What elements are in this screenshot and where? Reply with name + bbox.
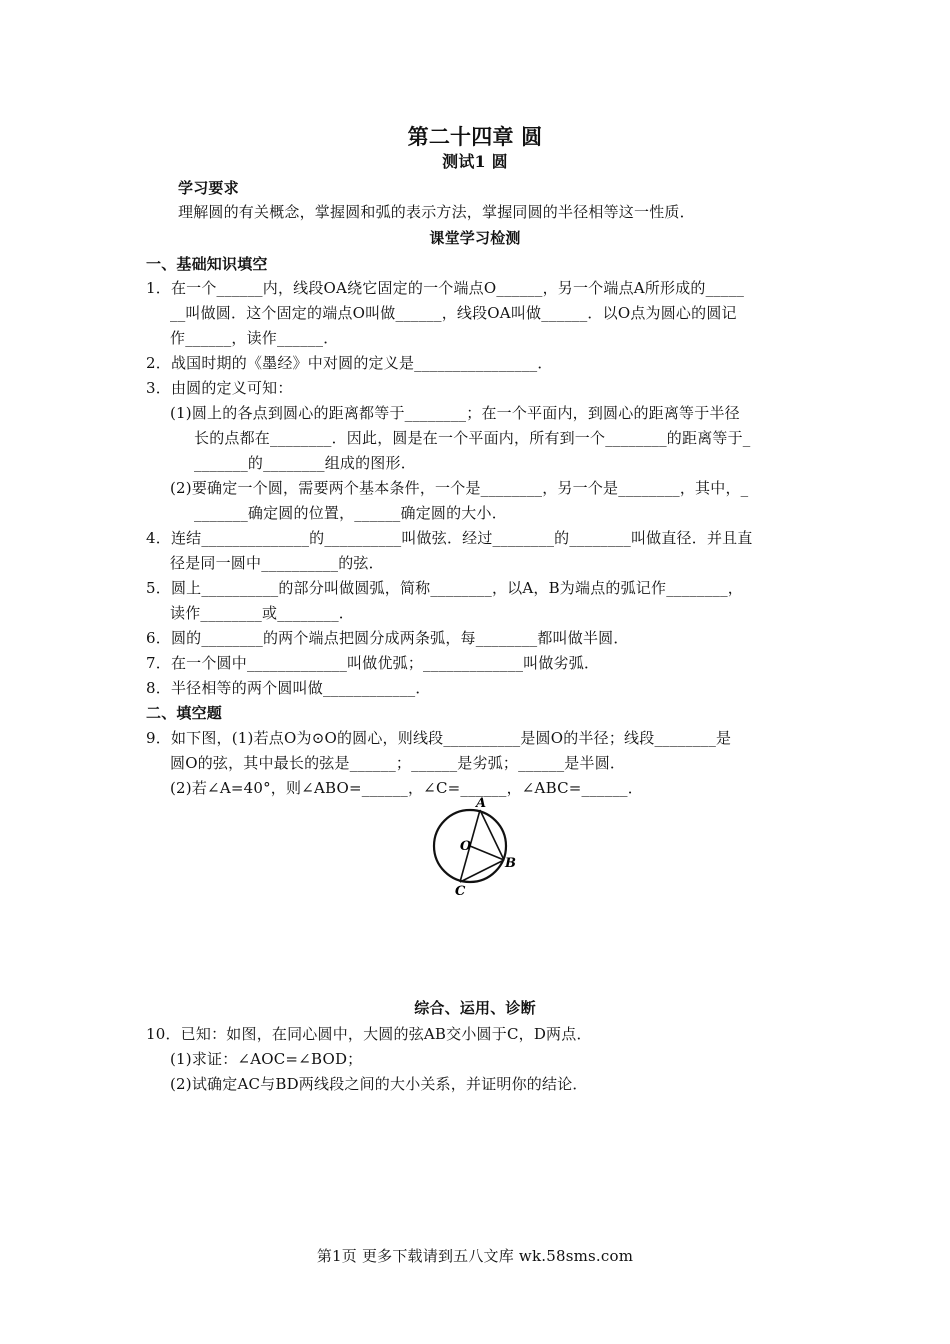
question-line: 5．圆上__________的部分叫做圆弧，简称________，以A，B为端点的弧记作________，: [146, 579, 744, 597]
question-line: 8．半径相等的两个圆叫做____________．: [146, 679, 431, 697]
question-line: 9．如下图，(1)若点O为⊙O的圆心，则线段__________是圆O的半径；线段________是: [146, 729, 732, 747]
label-b: B: [505, 856, 516, 871]
question-line: 6．圆的________的两个端点把圆分成两条弧，每________都叫做半圆．: [146, 629, 629, 647]
section3-heading: 综合、运用、诊断: [414, 999, 536, 1017]
label-o: O: [460, 839, 472, 854]
question-line: 长的点都在________．因此，圆是在一个平面内，所有到一个________的距离等于_: [194, 429, 751, 447]
question-line: 作______，读作______．: [170, 329, 339, 347]
question-line: 7．在一个圆中_____________叫做优弧；_____________叫做劣弧．: [146, 654, 600, 672]
chapter-title: 第二十四章 圆: [407, 124, 543, 149]
classroom-heading: 课堂学习检测: [429, 229, 521, 247]
question-line: 4．连结______________的__________叫做弦．经过________的________叫做直径．并且直: [146, 529, 753, 547]
requirements-heading: 学习要求: [178, 179, 239, 197]
question-line: (2)试确定AC与BD两线段之间的大小关系，并证明你的结论．: [170, 1075, 588, 1093]
label-c: C: [455, 884, 466, 899]
test-title: 测试1 圆: [442, 152, 508, 171]
question-line: 2．战国时期的《墨经》中对圆的定义是________________．: [146, 354, 553, 372]
question-line: 读作________或________．: [170, 604, 355, 622]
page-footer: 第1页 更多下载请到五八文库 wk.58sms.com: [316, 1247, 634, 1265]
question-line: (2)要确定一个圆，需要两个基本条件，一个是________，另一个是________，其中，_: [170, 479, 749, 497]
requirements-text: 理解圆的有关概念，掌握圆和弧的表示方法，掌握同圆的半径相等这一性质．: [178, 203, 695, 221]
label-a: A: [476, 796, 487, 811]
question-line: 圆O的弦，其中最长的弦是______；______是劣弧；______是半圆．: [170, 754, 626, 772]
question-line: _______的________组成的图形．: [194, 454, 416, 472]
question-line: 3．由圆的定义可知：: [146, 379, 293, 397]
question-line: _______确定圆的位置，______确定圆的大小．: [194, 504, 507, 522]
question-line: 径是同一圆中__________的弦．: [170, 554, 384, 572]
question-line: (1)圆上的各点到圆心的距离都等于________；在一个平面内，到圆心的距离等于半径: [170, 404, 740, 422]
question-line: 10．已知：如图，在同心圆中，大圆的弦AB交小圆于C，D两点．: [146, 1025, 592, 1043]
circle-figure: [420, 790, 530, 900]
section1-heading: 一、基础知识填空: [146, 255, 268, 273]
question-line: __叫做圆．这个固定的端点O叫做______，线段OA叫做______．以O点为圆心的圆记: [170, 304, 737, 322]
section2-heading: 二、填空题: [146, 704, 223, 722]
question-line: 1．在一个______内，线段OA绕它固定的一个端点O______，另一个端点A所形成的_____: [146, 279, 745, 297]
question-line: (1)求证：∠AOC=∠BOD；: [170, 1050, 363, 1068]
question-line: (2)若∠A=40°，则∠ABO=______，∠C=______，∠ABC=______．: [170, 779, 643, 797]
